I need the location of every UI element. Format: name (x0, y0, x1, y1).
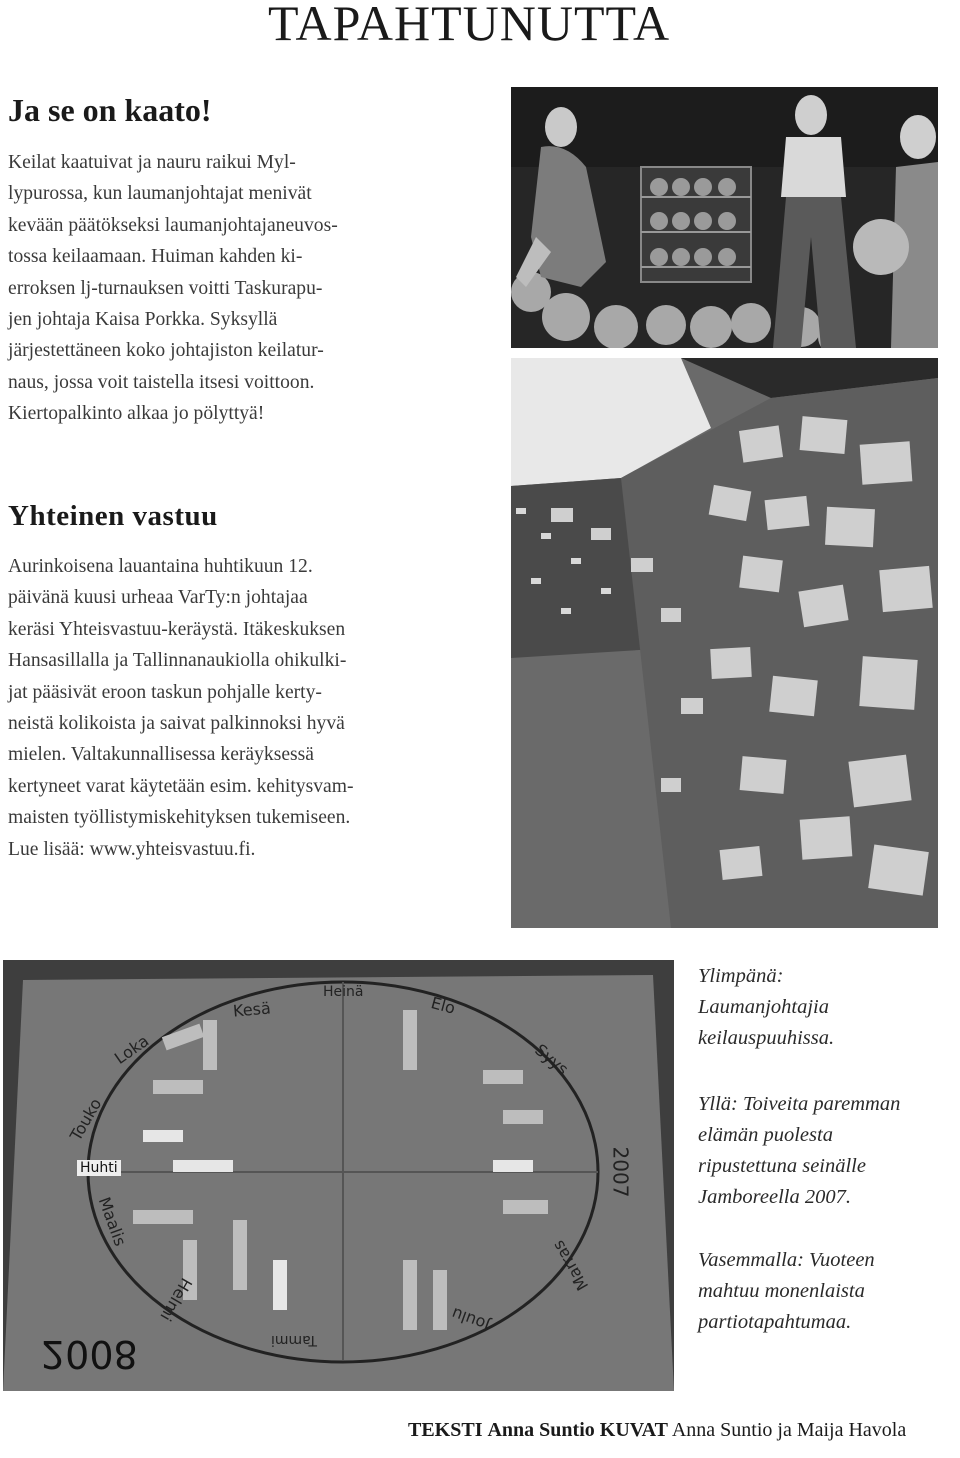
caption-line: ripustettuna seinälle (698, 1155, 866, 1177)
body-line: tossa keilaamaan. Huiman kahden ki- (8, 246, 303, 268)
body-line: erroksen lj-turnauksen voitti Taskurapu- (8, 277, 323, 299)
body-line: Kiertopalkinto alkaa jo pölyttyä! (8, 403, 265, 425)
caption-middle (698, 1089, 900, 1213)
body-line: jen johtaja Kaisa Porkka. Syksyllä (8, 309, 278, 331)
year-label-2007: 2007 (608, 1146, 633, 1198)
body-line: Keilat kaatuivat ja nauru raikui Myl- (8, 152, 296, 173)
body-line: naus, jossa voit taistella itsesi voittoon. (8, 371, 315, 393)
body-line: mielen. Valtakunnallisessa keräyksessä (8, 744, 314, 766)
caption-line: Laumanjohtajia (698, 996, 829, 1018)
caption-top (698, 961, 834, 1054)
caption-line: Ylimpänä: (698, 965, 784, 987)
photo-bowling (511, 87, 938, 348)
month-label-kesa: Kesä (232, 998, 272, 1021)
body-line: keräsi Yhteisvastuu-keräystä. Itäkeskuksen (8, 618, 346, 640)
photo-wishes-wall (511, 358, 938, 928)
caption-line: mahtuu monenlaista (698, 1280, 865, 1302)
photo-year-plan (3, 960, 674, 1391)
month-label-heina: Heinä (323, 984, 364, 1000)
month-label-syys: Syys (531, 1040, 573, 1079)
credits-text-author: Anna Suntio (487, 1419, 595, 1441)
month-label-elo: Elo (428, 993, 458, 1018)
credits (408, 1419, 906, 1442)
caption-line: Vasemmalla: Vuoteen (698, 1249, 875, 1271)
photo-wishes-graphic (511, 358, 938, 928)
article-title-bowling: Ja se on kaato! (8, 92, 212, 128)
caption-line: elämän puolesta (698, 1124, 833, 1146)
body-line: jat pääsivät eroon taskun pohjalle kerty- (8, 681, 322, 703)
credits-photo-label: KUVAT (599, 1419, 668, 1441)
month-label-joulu: Joulu (448, 1303, 493, 1336)
body-line: maisten työllistymiskehityksen tukemiseen. (8, 807, 351, 829)
year-label-2008: 2008 (41, 1332, 138, 1376)
caption-line: Yllä: Toiveita paremman (698, 1093, 901, 1115)
body-line: järjestettäneen koko johtajiston keilatur- (8, 340, 324, 362)
body-line: kevään päätökseksi laumanjohtajaneuvos- (8, 214, 338, 236)
month-label-huhti: Huhti (77, 1160, 121, 1176)
body-line: neistä kolikoista ja saivat palkinnoksi hyvä (8, 713, 345, 735)
credits-photo-authors: Anna Suntio ja Maija Havola (671, 1419, 907, 1441)
credits-text-label: TEKSTI (408, 1419, 483, 1441)
section-title: TAPAHTUNUTTA (268, 0, 671, 51)
body-line: Lue lisää: www.yhteisvastuu.fi. (8, 838, 256, 860)
caption-line: Jamboreella 2007. (698, 1186, 851, 1208)
caption-left (698, 1245, 875, 1338)
month-label-helmi: Helmi (156, 1274, 196, 1325)
body-line: kertyneet varat käytetään esim. kehitysvam- (8, 775, 354, 797)
month-label-maalis: Maalis (94, 1194, 130, 1249)
article-title-collection: Yhteinen vastuu (8, 500, 218, 532)
caption-line: keilauspuuhissa. (698, 1027, 835, 1049)
month-label-loka: Loka (110, 1031, 153, 1068)
body-line: päivänä kuusi urheaa VarTy:n johtajaa (8, 587, 308, 609)
body-line: lypurossa, kun laumanjohtajat menivät (8, 183, 312, 205)
body-line: Aurinkoisena lauantaina huhtikuun 12. (8, 556, 313, 577)
article-body-bowling (8, 147, 468, 430)
article-body-collection (8, 551, 478, 865)
month-label-marras: Marras (548, 1237, 593, 1294)
caption-line: partiotapahtumaa. (698, 1311, 852, 1333)
body-line: Hansasillalla ja Tallinnanaukiolla ohikulki- (8, 650, 347, 672)
month-label-touko: Touko (66, 1095, 106, 1144)
month-label-tammi: Tammi (271, 1332, 317, 1348)
photo-bowling-graphic (511, 87, 938, 348)
